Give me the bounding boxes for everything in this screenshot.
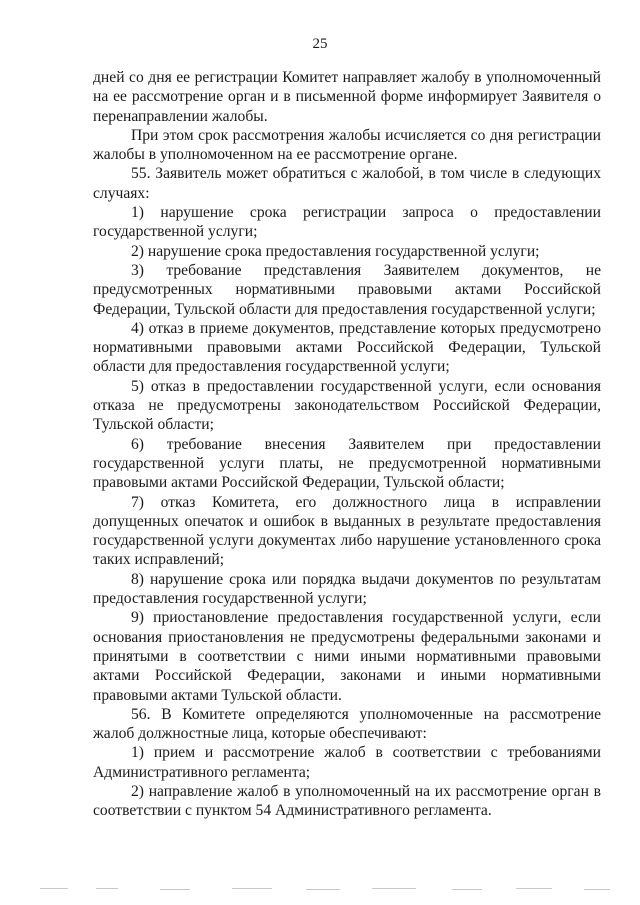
paragraph-clause-55: 55. Заявитель может обратиться с жалобой, в том числе в следующих случаях: bbox=[93, 165, 601, 202]
scan-artifact bbox=[306, 889, 340, 890]
list-item: 8) нарушение срока или порядка выдачи документов по результатам предоставления государственной услуги; bbox=[93, 570, 601, 608]
page-number: 25 bbox=[312, 36, 328, 52]
document-body bbox=[93, 68, 601, 821]
list-item: 9) приостановление предоставления государственной услуги, если основания приостановления не предусмотрены федеральными законами и принятыми в соответствии с ними иными нормативными правовыми актами Российской Федерации, законами и иными нормативными правовыми актами Тульской области. bbox=[93, 609, 601, 704]
list-item: 2) направление жалоб в уполномоченный на их рассмотрение орган в соответствии с пунктом 54 Административного регламента. bbox=[93, 782, 601, 820]
list-item: 5) отказ в предоставлении государственной услуги, если основания отказа не предусмотрены законодательством Российской Федерации, Тульской области; bbox=[93, 377, 601, 434]
paragraph: дней со дня ее регистрации Комитет направляет жалобу в уполномоченный на ее рассмотрение орган и в письменной форме информирует Заявителя о перенаправлении жалобы. bbox=[93, 69, 601, 125]
list-item: 4) отказ в приеме документов, представление которых предусмотрено нормативными правовыми актами Российской Федерации, Тульской области для предоставления государственной услуги; bbox=[93, 319, 601, 376]
scan-artifact bbox=[372, 888, 416, 889]
scan-artifact bbox=[452, 889, 482, 890]
scan-artifact bbox=[96, 888, 118, 889]
list-item: 6) требование внесения Заявителем при предоставлении государственной услуги платы, не предусмотренной нормативными правовыми актами Российской Федерации, Тульской области; bbox=[93, 435, 601, 492]
scan-artifact bbox=[160, 889, 190, 890]
scan-artifact bbox=[40, 888, 68, 889]
list-item: 3) требование представления Заявителем документов, не предусмотренных нормативными правовыми актами Российской Федерации, Тульской области для предоставления государственной услуги; bbox=[93, 261, 601, 318]
list-item: 7) отказ Комитета, его должностного лица в исправлении допущенных опечаток и ошибок в выданных в результате предоставления государственной услуги документах либо нарушение установленного срока таких исправлений; bbox=[93, 493, 601, 569]
scan-artifact bbox=[584, 889, 610, 890]
paragraph: При этом срок рассмотрения жалобы исчисляется со дня регистрации жалобы в уполномоченном на ее рассмотрение органе. bbox=[93, 126, 601, 164]
paragraph-clause-56: 56. В Комитете определяются уполномоченные на рассмотрение жалоб должностные лица, которые обеспечивают: bbox=[93, 705, 601, 743]
list-item: 1) прием и рассмотрение жалоб в соответствии с требованиями Административного регламента; bbox=[93, 744, 601, 781]
list-item: 1) нарушение срока регистрации запроса о предоставлении государственной услуги; bbox=[93, 204, 601, 241]
list-item: 2) нарушение срока предоставления государственной услуги; bbox=[131, 242, 540, 260]
scan-artifact bbox=[232, 888, 272, 889]
scan-artifact bbox=[516, 888, 552, 889]
